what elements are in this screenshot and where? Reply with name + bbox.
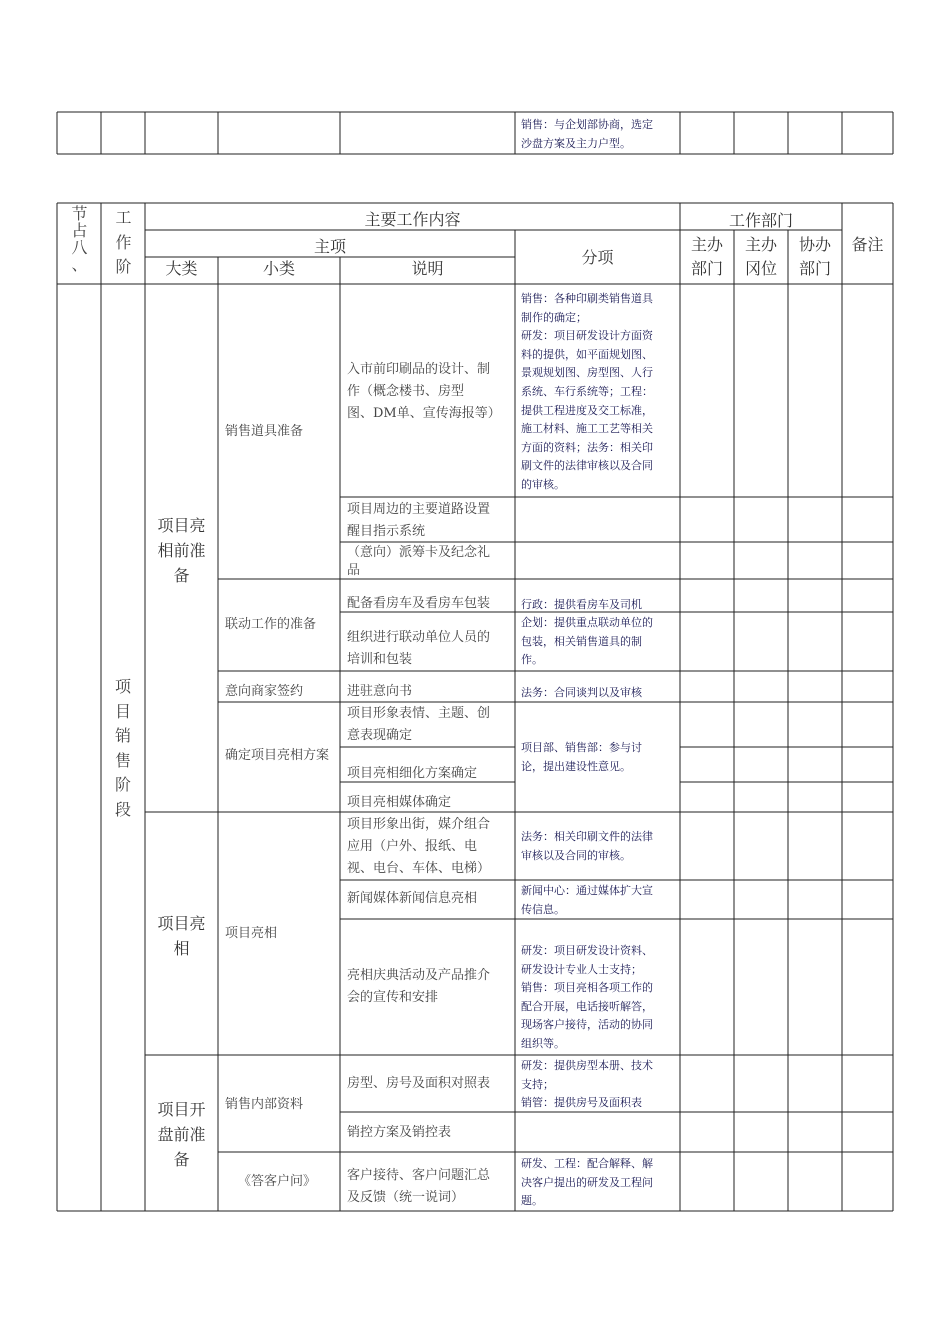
description-text: 项目亮相细化方案确定 xyxy=(347,766,478,781)
header-stage: 工 作 阶 xyxy=(115,208,132,276)
description-text: 项目周边的主要道路设置 醒目指示系统 xyxy=(347,502,491,539)
sub-item-note: 法务：相关印刷文件的法律 审核以及合同的审核。 xyxy=(521,830,653,862)
sub-item-note: 法务：合同谈判以及审核 xyxy=(521,686,642,699)
subcategory-label: 确定项目亮相方案 xyxy=(225,748,330,763)
subcategory-label: 《答客户问》 xyxy=(238,1174,317,1189)
description-text: 客户接待、客户问题汇总 及反馈（统一说词） xyxy=(347,1168,491,1205)
description-text: 项目亮相媒体确定 xyxy=(347,795,452,810)
header-departments: 工作部门 xyxy=(728,211,793,230)
header-subcategory: 小类 xyxy=(262,259,295,278)
description-text: 新闻媒体新闻信息亮相 xyxy=(347,891,478,906)
subcategory-label: 销售内部资料 xyxy=(225,1097,304,1112)
description-text: 项目形象表情、主题、创 意表现确定 xyxy=(347,706,491,743)
sub-item-note: 研发：提供房型本册、技术 支持； 销管：提供房号及面积表 xyxy=(521,1059,653,1110)
header-main-item: 主项 xyxy=(313,237,346,256)
description-text: 组织进行联动单位人员的 培训和包装 xyxy=(347,630,491,667)
group-label: 项目亮 相前准 备 xyxy=(157,516,206,585)
description-text: 销控方案及销控表 xyxy=(347,1125,452,1140)
subcategory-label: 联动工作的准备 xyxy=(225,617,317,632)
description-text: 配备看房车及看房车包装 xyxy=(347,596,491,611)
header-description: 说明 xyxy=(411,259,444,278)
header-assist-dept: 协办 部门 xyxy=(798,235,831,278)
sub-item-note: 行政：提供看房车及司机 xyxy=(521,598,642,611)
top-fragment-grid xyxy=(57,112,893,154)
description-text: 亮相庆典活动及产品推介 会的宣传和安排 xyxy=(347,968,491,1005)
subcategory-label: 项目亮相 xyxy=(225,926,278,941)
sub-item-note: 新闻中心：通过媒体扩大宣 传信息。 xyxy=(521,884,653,916)
sub-item-note: 项目部、销售部：参与讨 论，提出建设性意见。 xyxy=(521,741,642,773)
header-lead-post: 主办 冈位 xyxy=(744,235,777,278)
sub-item-note: 销售：各种印刷类销售道具 制作的确定； 研发：项目研发设计方面资 料的提供，如平面规划图、 景观规划图、房型图、人行 系统、车行系统等；工程： 提供工程进度及交工标准， 施工材料、施工工艺等相关 方面的资料；法务：相关印 刷文件的法律审核以及合同 的审核。 xyxy=(521,292,653,491)
header-main-content: 主要工作内容 xyxy=(364,210,461,229)
description-text: （意向）派筹卡及纪念礼 品 xyxy=(347,545,491,578)
header-category: 大类 xyxy=(165,259,198,278)
description-text: 项目形象出街，媒介组合 应用（户外、报纸、电 视、电台、车体、电梯） xyxy=(347,817,491,876)
header-lead-dept: 主办 部门 xyxy=(690,235,723,278)
description-text: 房型、房号及面积对照表 xyxy=(347,1076,491,1091)
description-text: 入市前印刷品的设计、制 作（概念楼书、房型 图、DM单、宣传海报等） xyxy=(347,362,501,421)
header-remarks: 备注 xyxy=(851,235,884,254)
group-label: 项目开 盘前准 备 xyxy=(157,1100,206,1169)
description-text: 进驻意向书 xyxy=(347,684,413,699)
stage-label: 项 目 销 售 阶 段 xyxy=(114,677,131,819)
header-sub-item: 分项 xyxy=(581,248,614,267)
subcategory-label: 意向商家签约 xyxy=(225,684,304,699)
top-fragment-note: 销售：与企划部协商，选定 沙盘方案及主力户型。 xyxy=(521,118,653,150)
sub-item-note: 企划：提供重点联动单位的 包装，相关销售道具的制 作。 xyxy=(521,616,653,667)
sub-item-note: 研发、工程：配合解释、解 决客户提出的研发及工程问 题。 xyxy=(521,1157,653,1208)
sub-item-note: 研发：项目研发设计资料、 研发设计专业人士支持； 销售：项目亮相各项工作的 配合开展，电话接听解答， 现场客户接待，活动的协同 组织等。 xyxy=(521,944,653,1050)
subcategory-label: 销售道具准备 xyxy=(225,424,304,439)
group-label: 项目亮 相 xyxy=(157,914,206,958)
header-node: 节 占 八 、 xyxy=(71,204,88,274)
